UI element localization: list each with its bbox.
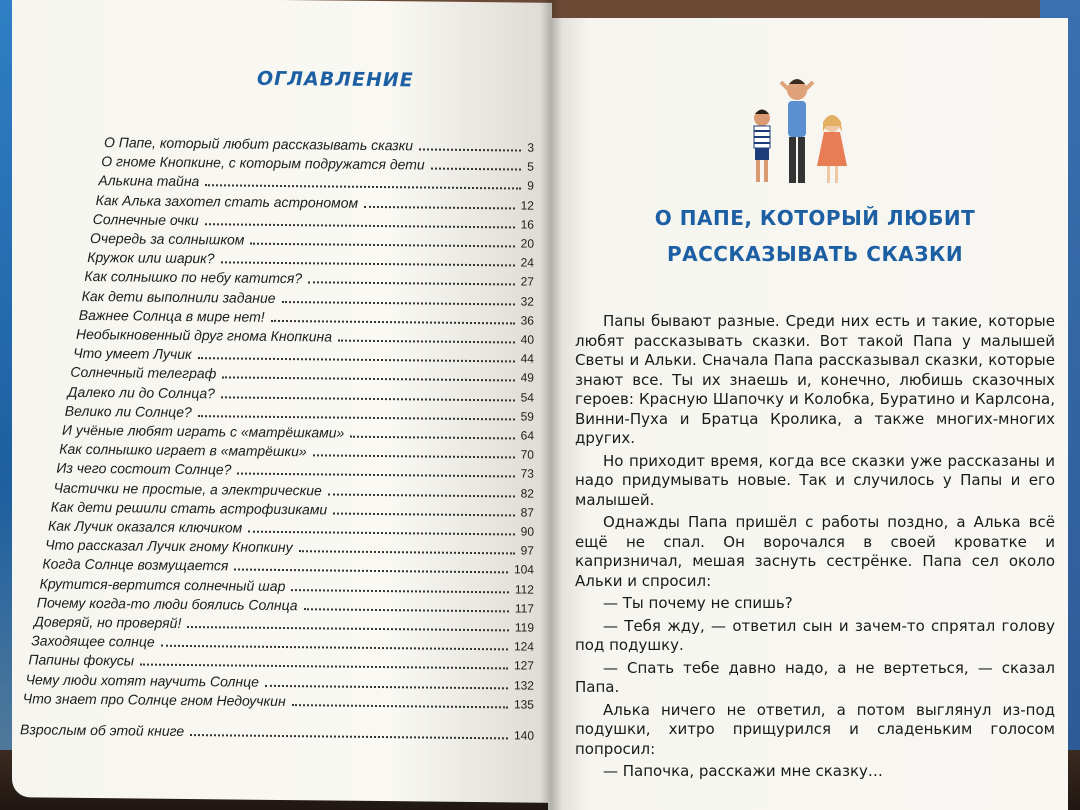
- toc-entry-title: Алькина тайна: [98, 172, 200, 190]
- toc-entry-title: Что рассказал Лучик гному Кнопкину: [45, 536, 293, 556]
- table-of-contents: [12, 133, 552, 743]
- toc-entry-page: 90: [520, 524, 534, 539]
- toc-entry-page: 40: [520, 332, 534, 347]
- toc-leader-dots: [265, 684, 508, 689]
- toc-entry-page: 24: [520, 255, 534, 270]
- toc-entry-title: Заходящее солнце: [31, 632, 155, 650]
- toc-entry-title: Как солнышко по небу катится?: [84, 268, 303, 287]
- toc-entry: [73, 345, 534, 367]
- toc-entry-title: Частички не простые, а электрические: [53, 479, 322, 499]
- story-title-line-1: О ПАПЕ, КОТОРЫЙ ЛЮБИТ: [654, 206, 976, 230]
- toc-entry: [40, 575, 534, 597]
- toc-entry: [76, 326, 534, 348]
- toc-leader-dots: [205, 223, 515, 228]
- toc-entry-title: Когда Солнце возмущается: [42, 555, 229, 574]
- toc-entry-page: 3: [527, 140, 534, 155]
- toc-entry-title: Далеко ли до Солнца?: [67, 383, 215, 401]
- story-paragraph: Но приходит время, когда все сказки уже рассказаны и надо придумывать новые. Так и случилось у Папы и его малышей.: [575, 451, 1055, 509]
- toc-entry-page: 127: [513, 658, 534, 674]
- dad-figure: [781, 79, 813, 183]
- toc-entry: [104, 134, 534, 156]
- toc-entry-title: Чему люди хотят научить Солнце: [25, 670, 259, 690]
- toc-entry-page: 97: [520, 543, 534, 558]
- story-paragraph: Папы бывают разные. Среди них есть и такие, которые любят рассказывать сказки. Вот такой Папа у малышей Светы и Альки. Сначала Папа рассказывал сказки, которые знают все. Ты их знаешь и, конечно, любишь сказочных героев: Красную Шапочку и Колобка, Буратино и Карлсона, Винни-Пуха и Братца Кролика, а также многих-многих других.: [575, 312, 1055, 447]
- toc-entry-title: Почему когда-то люди боялись Солнца: [36, 594, 298, 613]
- toc-entry-title: Как Лучик оказался ключиком: [48, 517, 243, 536]
- toc-leader-dots: [234, 569, 508, 574]
- toc-entry-page: 5: [527, 159, 534, 174]
- toc-entry-page: 59: [520, 409, 534, 424]
- toc-entry-page: 70: [520, 447, 534, 462]
- toc-entry: [68, 383, 534, 405]
- toc-entry-page: 104: [513, 562, 534, 578]
- story-paragraph: — Тебя жду, — ответил сын и зачем-то спрятал голову под подушку.: [575, 616, 1055, 654]
- toc-entry: [62, 422, 534, 444]
- toc-entry: [51, 498, 534, 520]
- toc-leader-dots: [282, 301, 515, 305]
- toc-entry: [90, 230, 534, 252]
- toc-leader-dots: [190, 734, 508, 739]
- toc-entry-page: 54: [520, 390, 534, 405]
- toc-entry-page: 140: [513, 728, 534, 743]
- toc-entry: [42, 556, 534, 578]
- toc-leader-dots: [237, 473, 514, 478]
- toc-heading: ОГЛАВЛЕНИЕ: [257, 67, 414, 92]
- story-text: [575, 312, 1055, 785]
- toc-leader-dots: [161, 645, 508, 651]
- story-paragraph: Алька ничего не ответил, а потом выглянул из-под подушки, хитро прищурился и сладеньким голосом попросил:: [575, 700, 1055, 758]
- toc-entry-title: Что знает про Солнце гном Недоучкин: [22, 690, 286, 709]
- toc-entry: [87, 249, 534, 271]
- toc-entry-page: 132: [513, 678, 534, 693]
- toc-entry-page: 44: [520, 351, 534, 366]
- toc-entry-title: Что умеет Лучик: [73, 345, 192, 363]
- toc-leader-dots: [248, 531, 514, 536]
- toc-entry: [56, 460, 534, 482]
- toc-leader-dots: [292, 704, 508, 708]
- toc-leader-dots: [431, 168, 522, 171]
- toc-leader-dots: [140, 664, 508, 670]
- toc-entry: [54, 479, 534, 501]
- toc-leader-dots: [291, 589, 508, 593]
- toc-entry: [70, 364, 534, 386]
- book-spine: [540, 0, 562, 810]
- toc-entry-title: Солнечные очки: [92, 210, 199, 228]
- toc-entry-page: 135: [513, 697, 534, 712]
- toc-entry-page: 27: [520, 274, 534, 290]
- toc-leader-dots: [419, 148, 521, 151]
- toc-leader-dots: [250, 243, 514, 248]
- story-paragraph: — Ты почему не спишь?: [603, 594, 793, 612]
- toc-leader-dots: [221, 396, 515, 401]
- toc-entry-page: 112: [514, 582, 534, 597]
- toc-entry-page: 20: [520, 236, 534, 251]
- toc-entry: [23, 690, 534, 712]
- story-paragraph: — Спать тебе давно надо, а не вертеться, — сказал Папа.: [575, 658, 1055, 696]
- toc-entry: [79, 307, 534, 329]
- story-title-line-2: РАССКАЗЫВАТЬ СКАЗКИ: [666, 242, 964, 266]
- toc-entry: [45, 537, 534, 559]
- toc-entry-title: Из чего состоит Солнце?: [56, 460, 232, 478]
- toc-entry-title: Велико ли Солнце?: [64, 402, 192, 420]
- toc-leader-dots: [313, 455, 515, 459]
- toc-leader-dots: [271, 320, 515, 325]
- toc-entry-title: Взрослым об этой книге: [20, 721, 185, 739]
- toc-entry-title: Как дети выполнили задание: [81, 287, 276, 306]
- toc-entry-page: 64: [520, 428, 534, 443]
- girl-figure: [817, 115, 847, 183]
- toc-entry: [84, 268, 534, 290]
- toc-leader-dots: [333, 512, 514, 516]
- toc-entry-title: Крутится-вертится солнечный шар: [39, 575, 286, 594]
- toc-entry: [28, 652, 534, 674]
- toc-entry-page: 32: [520, 294, 534, 309]
- toc-leader-dots: [198, 357, 515, 362]
- toc-entry-title: Как Алька захотел стать астрономом: [95, 191, 359, 211]
- toc-leader-dots: [222, 377, 514, 382]
- toc-entry-title: Кружок или шарик?: [87, 249, 215, 267]
- toc-entry-title: О Папе, который любит рассказывать сказки: [104, 134, 414, 154]
- toc-leader-dots: [338, 340, 515, 344]
- toc-entry: [31, 633, 534, 655]
- story-paragraph: — Папочка, расскажи мне сказку…: [603, 762, 883, 780]
- toc-entry-title: Как солнышко играет в «матрёшки»: [59, 440, 307, 460]
- toc-entry: [82, 287, 534, 309]
- toc-entry-page: 87: [520, 505, 534, 520]
- toc-leader-dots: [364, 205, 515, 209]
- toc-entry-page: 73: [520, 466, 534, 482]
- toc-leader-dots: [205, 185, 521, 190]
- toc-entry: [98, 172, 534, 194]
- toc-entry-title: Как дети решили стать астрофизиками: [50, 498, 328, 518]
- family-illustration: [735, 68, 860, 193]
- story-paragraph: Однажды Папа пришёл с работы поздно, а Алька всё ещё не спал. Он ворочался в своей кроватке и капризничал, мешая заснуть сестрёнке. Папа сел около Альки и спросил:: [575, 513, 1055, 590]
- toc-entry: [96, 192, 534, 214]
- toc-entry: [37, 594, 534, 616]
- toc-entry-title: Важнее Солнца в мире нет!: [78, 306, 265, 325]
- toc-entry: [59, 441, 534, 463]
- boy-figure: [754, 110, 770, 183]
- toc-entry: [20, 721, 534, 743]
- toc-entry-page: 16: [520, 217, 534, 232]
- story-title: [570, 200, 1060, 272]
- toc-entry: [48, 518, 534, 540]
- toc-entry-page: 119: [514, 620, 534, 635]
- toc-leader-dots: [328, 493, 515, 497]
- toc-leader-dots: [350, 436, 514, 440]
- toc-entry-page: 12: [520, 198, 534, 213]
- toc-entry-title: Папины фокусы: [28, 651, 135, 669]
- toc-leader-dots: [198, 415, 515, 420]
- left-page: [12, 0, 552, 803]
- toc-entry-page: 117: [514, 601, 534, 616]
- toc-entry-page: 36: [520, 313, 534, 328]
- toc-entry: [34, 613, 534, 635]
- toc-leader-dots: [187, 626, 509, 631]
- toc-entry: [101, 153, 534, 175]
- toc-entry: [93, 211, 534, 233]
- toc-entry-page: 49: [520, 370, 534, 386]
- toc-entry: [26, 671, 534, 693]
- toc-entry-page: 124: [513, 639, 534, 654]
- toc-entry-title: О гноме Кнопкине, с которым подружатся дети: [101, 153, 425, 173]
- toc-leader-dots: [308, 282, 514, 286]
- toc-entry-title: Солнечный телеграф: [70, 364, 217, 382]
- toc-entry-title: Доверяй, но проверяй!: [34, 613, 182, 631]
- toc-entry-page: 9: [527, 178, 534, 194]
- toc-leader-dots: [299, 550, 515, 554]
- toc-entry-page: 82: [520, 486, 534, 501]
- toc-entry-title: Очередь за солнышком: [90, 229, 245, 248]
- toc-leader-dots: [304, 608, 509, 612]
- toc-entry-title: Необыкновенный друг гнома Кнопкина: [76, 325, 332, 345]
- toc-leader-dots: [221, 262, 515, 267]
- toc-entry: [65, 403, 534, 425]
- toc-entry-title: И учёные любят играть с «матрёшками»: [62, 421, 345, 441]
